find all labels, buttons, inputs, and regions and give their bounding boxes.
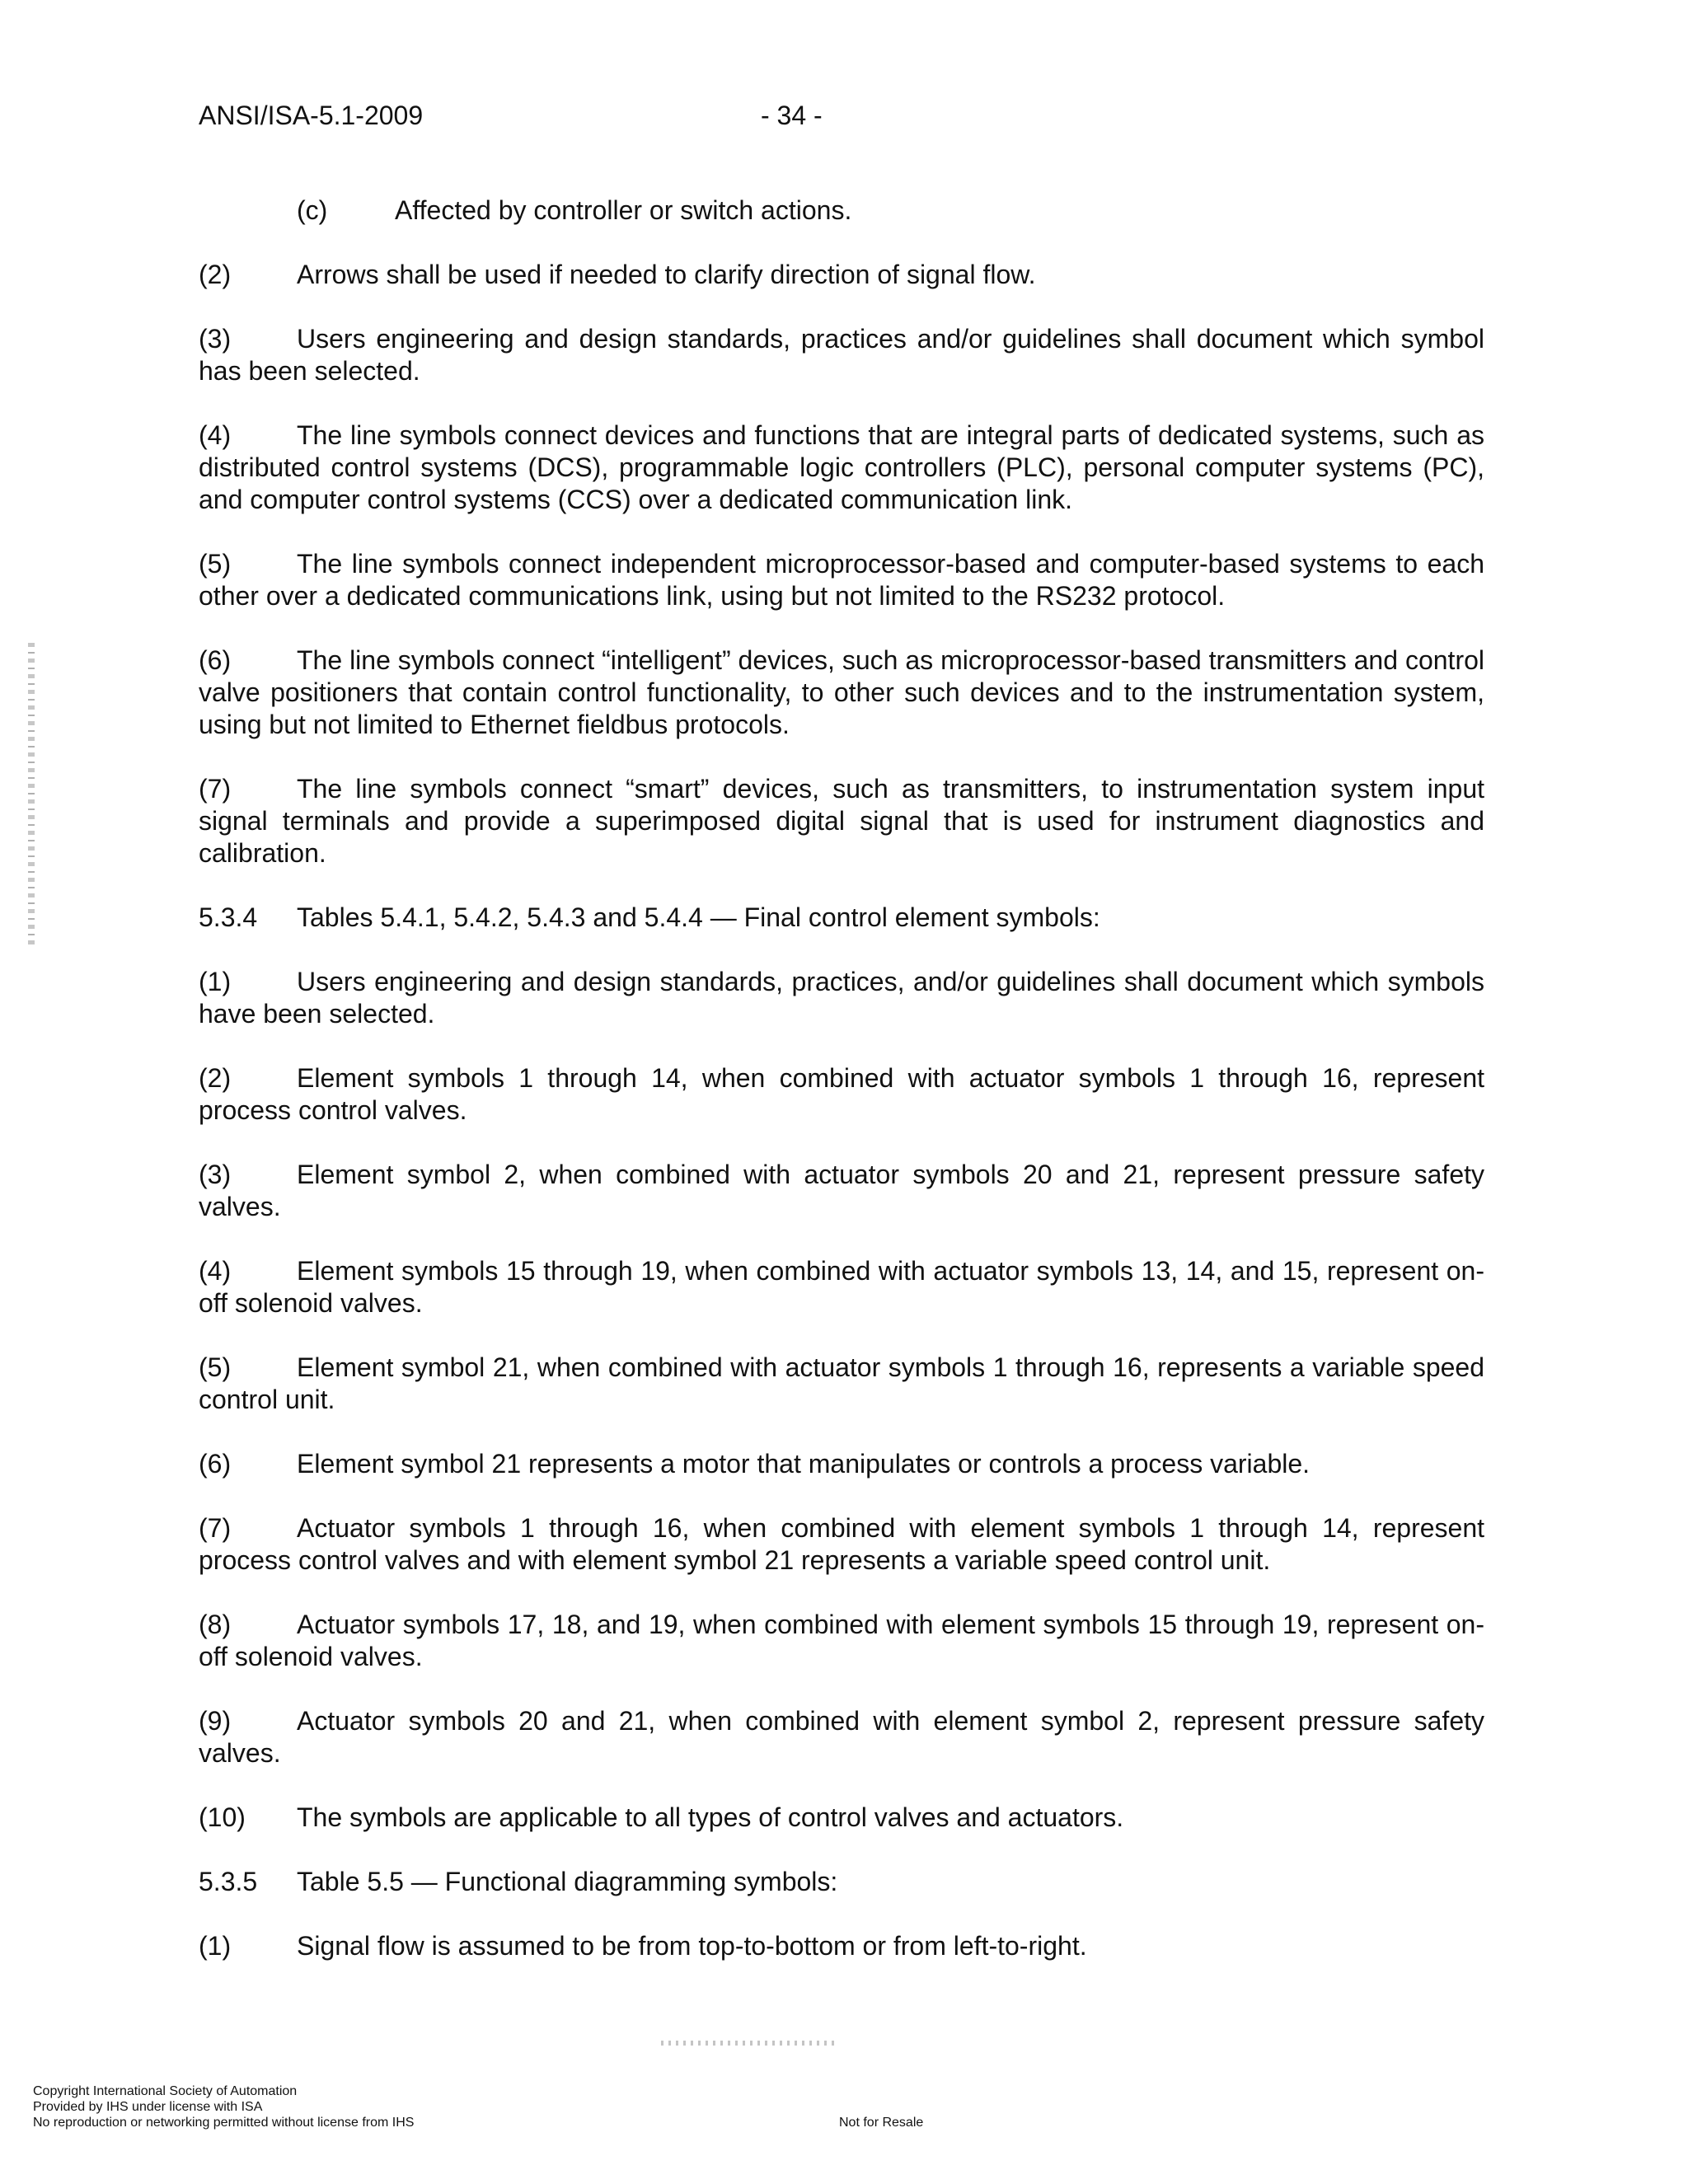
paragraph-text: Element symbol 21 represents a motor that manipulates or controls a process variable. [297,1449,1311,1479]
section-title: Table 5.5 — Functional diagramming symbols: [297,1867,838,1896]
reproduction-line: No reproduction or networking permitted without license from IHS [33,2116,415,2130]
paragraph [199,1705,1484,1769]
document-id: ANSI/ISA-5.1-2009 [199,101,424,130]
paragraph-number: (1) [199,1931,232,1961]
paragraph-text: Affected by controller or switch actions. [395,195,852,225]
paragraph [199,966,1484,1030]
paragraph [199,1930,1484,1962]
paragraph [199,773,1484,869]
not-for-resale-label: Not for Resale [839,2116,924,2130]
paragraph [199,1512,1484,1577]
paragraph-number: (7) [199,1513,232,1543]
document-body [199,194,1484,1994]
paragraph-text: Element symbol 2, when combined with actuator symbols 20 and 21, represent pressure safety valves. [199,1160,1484,1221]
page-number: - 34 - [761,101,823,130]
paragraph-number: (6) [199,1449,232,1479]
paragraph-number: (3) [199,324,232,354]
paragraph-number: (5) [199,549,232,579]
paragraph [199,1062,1484,1127]
section-number: 5.3.5 [199,1867,258,1896]
section-number: 5.3.4 [199,902,258,932]
paragraph [199,194,1484,227]
paragraph [199,644,1484,741]
paragraph-number: (4) [199,420,232,450]
paragraph-number: (3) [199,1160,232,1189]
copyright-line: Copyright International Society of Automation [33,2084,298,2098]
paragraph-number: (4) [199,1256,232,1286]
paragraph-text: The line symbols connect independent microprocessor-based and computer-based systems to each other over a dedicated communications link, using but not limited to the RS232 protocol. [199,549,1484,611]
paragraph-number: (9) [199,1706,232,1736]
license-line: Provided by IHS under license with ISA [33,2100,263,2114]
paragraph [199,323,1484,387]
paragraph [199,1352,1484,1416]
paragraph-number: (1) [199,967,232,996]
paragraph-text: Users engineering and design standards, practices, and/or guidelines shall document which symbols have been selected. [199,967,1484,1029]
paragraph-text: Element symbols 1 through 14, when combined with actuator symbols 1 through 16, represent process control valves. [199,1063,1484,1125]
paragraph-text: Arrows shall be used if needed to clarify direction of signal flow. [297,260,1036,289]
paragraph-text: The symbols are applicable to all types of control valves and actuators. [297,1802,1124,1832]
paragraph-number: (7) [199,774,232,804]
paragraph-number: (10) [199,1802,246,1832]
footer-watermark-mark [661,2041,834,2046]
section-title: Tables 5.4.1, 5.4.2, 5.4.3 and 5.4.4 — Final control element symbols: [297,902,1100,932]
side-watermark-mark [28,643,35,948]
paragraph-text: Actuator symbols 1 through 16, when combined with element symbols 1 through 14, represent process control valves and with element symbol 21 represents a variable speed control unit. [199,1513,1484,1575]
paragraph-number: (2) [199,1063,232,1093]
paragraph-text: Signal flow is assumed to be from top-to-bottom or from left-to-right. [297,1931,1087,1961]
section-heading [199,902,1484,934]
paragraph-number: (6) [199,645,232,675]
paragraph-text: Actuator symbols 17, 18, and 19, when combined with element symbols 15 through 19, represent on-off solenoid valves. [199,1610,1484,1671]
paragraph-number: (5) [199,1352,232,1382]
paragraph [199,1448,1484,1480]
paragraph [199,419,1484,516]
paragraph [199,1255,1484,1319]
paragraph-number: (8) [199,1610,232,1639]
paragraph [199,1159,1484,1223]
paragraph [199,259,1484,291]
paragraph-text: Element symbols 15 through 19, when combined with actuator symbols 13, 14, and 15, represent on-off solenoid valves. [199,1256,1484,1318]
page-header [199,97,1484,134]
section-heading [199,1866,1484,1898]
paragraph-number: (c) [297,195,328,225]
paragraph [199,1802,1484,1834]
paragraph-text: The line symbols connect “smart” devices, such as transmitters, to instrumentation system input signal terminals and provide a superimposed digital signal that is used for instrument diagnostics and calibration. [199,774,1484,868]
paragraph-text: The line symbols connect devices and functions that are integral parts of dedicated systems, such as distributed control systems (DCS), programmable logic controllers (PLC), personal computer systems (PC), and computer control systems (CCS) over a dedicated communication link. [199,420,1484,514]
paragraph [199,1609,1484,1673]
paragraph-number: (2) [199,260,232,289]
paragraph-text: Users engineering and design standards, practices and/or guidelines shall document which symbol has been selected. [199,324,1484,386]
paragraph [199,548,1484,612]
paragraph-text: Actuator symbols 20 and 21, when combined with element symbol 2, represent pressure safety valves. [199,1706,1484,1768]
paragraph-text: Element symbol 21, when combined with actuator symbols 1 through 16, represents a variable speed control unit. [199,1352,1484,1414]
copyright-notice [33,2083,414,2130]
paragraph-text: The line symbols connect “intelligent” devices, such as microprocessor-based transmitters and control valve positioners that contain control functionality, to other such devices and to the instrumentation system, using but not limited to Ethernet fieldbus protocols. [199,645,1484,739]
